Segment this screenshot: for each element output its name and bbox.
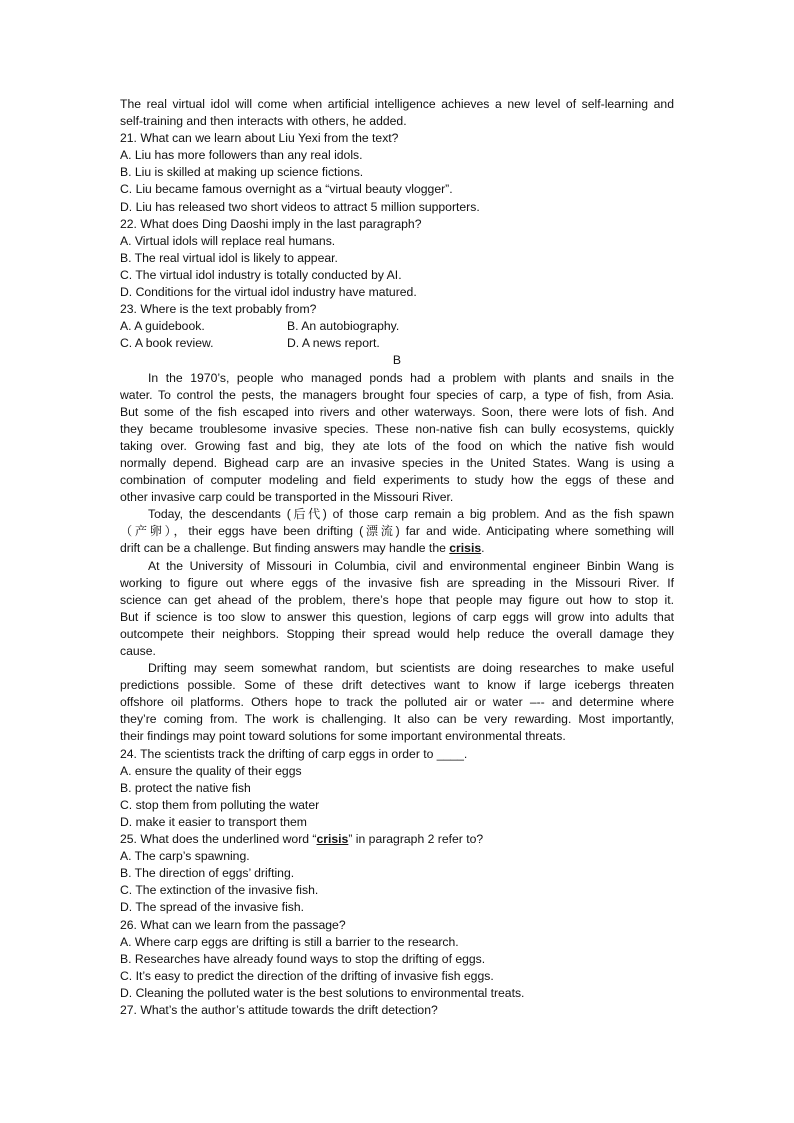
question-26-option-c: C. It’s easy to predict the direction of the drifting of invasive fish eggs. (120, 968, 494, 983)
question-23-option-d: D. A news report. (287, 336, 380, 351)
passage-line: In the 1970’s, people who managed ponds had a problem with plants and snails in the (148, 370, 674, 385)
question-23-options-row (120, 318, 674, 335)
question-21-stem: 21. What can we learn about Liu Yexi from the text? (120, 131, 399, 146)
question-21-option-b: B. Liu is skilled at making up science fictions. (120, 165, 364, 180)
question-24-option-a: A. ensure the quality of their eggs (120, 763, 302, 778)
passage-line: predictions possible. Some of these drift detectives want to know if large icebergs threaten (120, 678, 674, 693)
passage-line: Today, the descendants (后代) of those carp remain a big problem. And as the fish spawn (148, 507, 674, 522)
question-23-option-b: B. An autobiography. (287, 319, 400, 334)
underlined-keyword: crisis (449, 541, 482, 556)
question-21-option-c: C. Liu became famous overnight as a “virtual beauty vlogger”. (120, 182, 453, 197)
question-23-option-c: C. A book review. (120, 336, 214, 351)
passage-line: At the University of Missouri in Columbia, civil and environmental engineer Binbin Wang is (148, 558, 674, 573)
passage-line: they became troublesome invasive species. These non-native fish can bully ecosystems, quickly (120, 421, 674, 436)
question-22-option-b: B. The real virtual idol is likely to appear. (120, 250, 338, 265)
question-23-stem: 23. Where is the text probably from? (120, 302, 317, 317)
passage-line: But some of the fish escaped into rivers and other waterways. Soon, there were lots of fish. And (120, 404, 674, 419)
question-22-option-d: D. Conditions for the virtual idol industry have matured. (120, 285, 417, 300)
passage-line: water. To control the pests, the managers brought four species of carp, a type of fish, from Asia. (120, 387, 674, 402)
question-25-stem-text: ” in paragraph 2 refer to? (348, 832, 484, 847)
passage-line: normally depend. Bighead carp are an invasive species in the United States. Wang is using a (120, 455, 674, 470)
passage-line: outcompete their neighbors. Stopping their spread would help reduce the overall damage they (120, 626, 674, 641)
question-26-option-d: D. Cleaning the polluted water is the best solutions to environmental treats. (120, 985, 525, 1000)
passage-line: working to figure out where eggs of the invasive fish are spreading in the Missouri River. If (120, 575, 674, 590)
passage-text: drift can be a challenge. But finding answers may handle the (120, 541, 450, 556)
passage-line: their findings may point toward solutions for some important environmental threats. (120, 729, 566, 744)
question-22-option-a: A. Virtual idols will replace real humans. (120, 233, 336, 248)
question-26-stem: 26. What can we learn from the passage? (120, 917, 346, 932)
question-25-option-a: A. The carp’s spawning. (120, 849, 250, 864)
question-21-option-d: D. Liu has released two short videos to attract 5 million supporters. (120, 199, 480, 214)
passage-line: science can get ahead of the problem, there’s hope that people may figure out how to stop it. (120, 592, 674, 607)
intro-line: The real virtual idol will come when artificial intelligence achieves a new level of self-learning and (120, 97, 674, 111)
question-23-option-a: A. A guidebook. (120, 319, 205, 334)
passage-line: they’re coming from. The work is challenging. It also can be very rewarding. Most importantly, (120, 712, 674, 727)
exam-page (120, 96, 674, 1019)
intro-line: self-training and then interacts with others, he added. (120, 114, 407, 129)
question-21-option-a: A. Liu has more followers than any real idols. (120, 148, 363, 163)
underlined-keyword: crisis (316, 832, 349, 847)
question-25-option-b: B. The direction of eggs’ drifting. (120, 866, 295, 881)
passage-line: combination of computer modeling and field experiments to study how the eggs of these and (120, 473, 674, 488)
question-24-option-b: B. protect the native fish (120, 780, 251, 795)
question-25-option-d: D. The spread of the invasive fish. (120, 900, 305, 915)
passage-line: other invasive carp could be transported in the Missouri River. (120, 490, 454, 505)
question-22-option-c: C. The virtual idol industry is totally conducted by AI. (120, 267, 402, 282)
question-24-stem: 24. The scientists track the drifting of carp eggs in order to ____. (120, 746, 468, 761)
passage-line: Drifting may seem somewhat random, but scientists are doing researches to make useful (148, 661, 674, 676)
question-25-stem-text: 25. What does the underlined word “ (120, 832, 317, 847)
question-25-stem (120, 831, 674, 848)
passage-line (120, 540, 674, 557)
question-23-options-row (120, 335, 674, 352)
passage-line: （产卵），their eggs have been drifting (漂流) far and wide. Anticipating where something will (120, 524, 674, 539)
question-26-option-b: B. Researches have already found ways to stop the drifting of eggs. (120, 951, 486, 966)
question-27-stem: 27. What’s the author’s attitude towards the drift detection? (120, 1002, 438, 1017)
passage-line: But if science is too slow to answer this question, legions of carp eggs will grow into adults that (120, 609, 674, 624)
passage-line: cause. (120, 644, 156, 658)
question-22-stem: 22. What does Ding Daoshi imply in the last paragraph? (120, 216, 422, 231)
section-label: B (392, 353, 402, 368)
passage-text: . (481, 541, 485, 556)
question-24-option-d: D. make it easier to transport them (120, 814, 307, 829)
passage-line: taking over. Growing fast and big, they ate lots of the food on which the native fish would (120, 438, 674, 453)
question-25-option-c: C. The extinction of the invasive fish. (120, 883, 319, 898)
question-26-option-a: A. Where carp eggs are drifting is still a barrier to the research. (120, 934, 459, 949)
question-24-option-c: C. stop them from polluting the water (120, 797, 320, 812)
passage-line: offshore oil platforms. Others hope to track the polluted air or water –-- and determine where (120, 695, 674, 710)
